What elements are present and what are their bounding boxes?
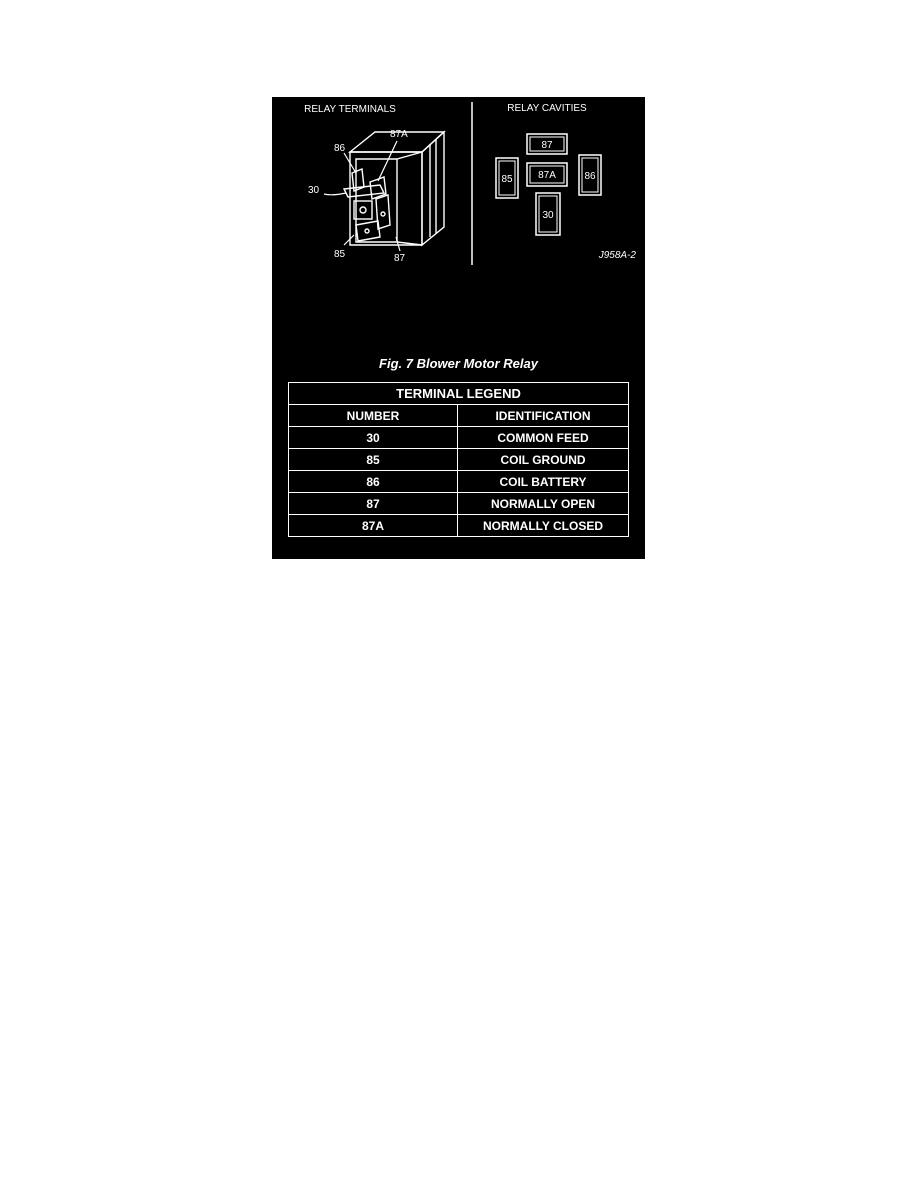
row-number: 87A bbox=[289, 515, 458, 537]
row-number: 86 bbox=[289, 471, 458, 493]
relay-cavities-header: RELAY CAVITIES bbox=[507, 103, 587, 114]
terminal-label-87: 87 bbox=[394, 253, 406, 264]
table-row bbox=[289, 449, 629, 471]
header-number: NUMBER bbox=[289, 405, 458, 427]
row-identification: NORMALLY OPEN bbox=[458, 493, 629, 515]
terminal-label-86: 86 bbox=[334, 143, 346, 154]
table-row bbox=[289, 471, 629, 493]
terminal-label-87a: 87A bbox=[390, 129, 408, 140]
legend-header-row bbox=[289, 405, 629, 427]
cavity-label-30: 30 bbox=[542, 210, 554, 221]
row-identification: COMMON FEED bbox=[458, 427, 629, 449]
row-number: 87 bbox=[289, 493, 458, 515]
row-number: 30 bbox=[289, 427, 458, 449]
row-identification: NORMALLY CLOSED bbox=[458, 515, 629, 537]
relay-terminals-header: RELAY TERMINALS bbox=[304, 104, 396, 115]
legend-title-row bbox=[289, 383, 629, 405]
legend-title: TERMINAL LEGEND bbox=[289, 383, 629, 405]
cavity-label-87a: 87A bbox=[538, 170, 556, 181]
cavity-label-85: 85 bbox=[501, 174, 513, 185]
terminal-legend-table bbox=[288, 382, 629, 537]
row-identification: COIL BATTERY bbox=[458, 471, 629, 493]
table-row bbox=[289, 427, 629, 449]
relay-figure bbox=[272, 97, 645, 559]
relay-terminal-blades bbox=[344, 169, 390, 241]
cavity-label-87: 87 bbox=[541, 140, 553, 151]
header-identification: IDENTIFICATION bbox=[458, 405, 629, 427]
cavity-label-86: 86 bbox=[584, 171, 596, 182]
table-row bbox=[289, 515, 629, 537]
row-identification: COIL GROUND bbox=[458, 449, 629, 471]
terminal-label-85: 85 bbox=[334, 249, 346, 260]
row-number: 85 bbox=[289, 449, 458, 471]
relay-body bbox=[350, 132, 444, 245]
figure-id: J958A-2 bbox=[598, 250, 636, 261]
figure-caption: Fig. 7 Blower Motor Relay bbox=[379, 356, 538, 371]
table-row bbox=[289, 493, 629, 515]
relay-diagram bbox=[272, 97, 645, 352]
terminal-label-30: 30 bbox=[308, 185, 320, 196]
